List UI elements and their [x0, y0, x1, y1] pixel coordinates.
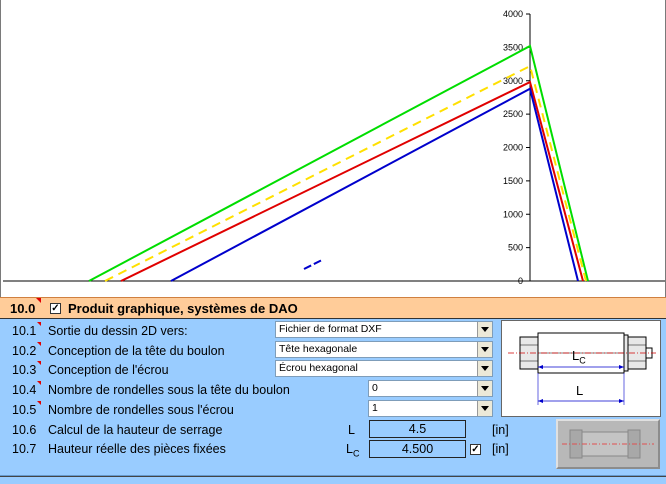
- chevron-down-icon[interactable]: [477, 342, 492, 357]
- row-label: Nombre de rondelles sous la tête du boulon: [48, 383, 290, 397]
- row-label: Conception de la tête du boulon: [48, 344, 225, 358]
- row-number: 10.4: [12, 383, 37, 397]
- diagram-label-l: L: [572, 348, 580, 363]
- y-tick-label: 3000: [502, 75, 523, 86]
- unit-label: [in]: [492, 442, 509, 456]
- select-value: Écrou hexagonal: [279, 362, 358, 374]
- y-tick-label: 0: [517, 276, 523, 286]
- unit-label: [in]: [492, 423, 509, 437]
- fixed-parts-height-input[interactable]: 4.500: [369, 440, 466, 458]
- row-label: Sortie du dessin 2D vers:: [48, 324, 188, 338]
- diagram-label-sub: C: [579, 355, 586, 366]
- bolt-head-select[interactable]: [275, 341, 493, 358]
- section-title: Produit graphique, systèmes de DAO: [68, 301, 298, 316]
- y-tick-label: 3500: [502, 42, 523, 53]
- section-number: 10.0: [10, 301, 36, 316]
- chevron-down-icon[interactable]: [477, 361, 492, 376]
- symbol-sub: C: [352, 448, 360, 459]
- y-tick-label: 4000: [502, 9, 523, 19]
- section-checkbox[interactable]: ✓: [51, 303, 60, 314]
- y-tick-label: 2500: [502, 109, 523, 120]
- section-header: [0, 297, 666, 319]
- row-number: 10.6: [12, 423, 37, 437]
- select-value: 0: [372, 382, 378, 394]
- diagram-label-l: L: [576, 383, 584, 398]
- nut-select[interactable]: [275, 360, 493, 377]
- y-tick-label: 1000: [502, 209, 523, 220]
- symbol-l: L: [346, 442, 353, 456]
- diagram-label-lc: [572, 348, 586, 366]
- bolt-preview-button[interactable]: [556, 419, 660, 469]
- row-number: 10.2: [12, 344, 37, 358]
- row-label: Conception de l'écrou: [48, 363, 169, 377]
- bolt-drawing: [502, 321, 660, 416]
- fixed-parts-height-checkbox[interactable]: ✓: [471, 444, 480, 455]
- symbol-lc: [346, 442, 359, 459]
- row-number: 10.3: [12, 363, 37, 377]
- washers-head-select[interactable]: [368, 380, 493, 397]
- load-chart: [1, 0, 666, 297]
- row-label: Nombre de rondelles sous l'écrou: [48, 403, 234, 417]
- y-tick-label: 1500: [502, 175, 523, 186]
- row-number: 10.1: [12, 324, 37, 338]
- row-label: Hauteur réelle des pièces fixées: [48, 442, 226, 456]
- bolt-icon: [558, 421, 658, 467]
- bolt-dimension-diagram: [501, 320, 661, 417]
- row-label: Calcul de la hauteur de serrage: [48, 423, 223, 437]
- symbol-l: L: [348, 423, 355, 437]
- washers-nut-select[interactable]: [368, 400, 493, 417]
- row-number: 10.7: [12, 442, 37, 456]
- dxf-output-select[interactable]: [275, 321, 493, 338]
- chevron-down-icon[interactable]: [477, 381, 492, 396]
- select-value: Tête hexagonale: [279, 343, 358, 355]
- y-tick-label: 500: [507, 242, 523, 253]
- chevron-down-icon[interactable]: [477, 322, 492, 337]
- clamp-length-value: 4.5: [369, 420, 466, 438]
- series-fragment: [304, 260, 322, 269]
- footer-strip: [0, 476, 666, 484]
- select-value: Fichier de format DXF: [279, 323, 382, 335]
- row-number: 10.5: [12, 403, 37, 417]
- chevron-down-icon[interactable]: [477, 401, 492, 416]
- y-tick-label: 2000: [502, 142, 523, 153]
- select-value: 1: [372, 402, 378, 414]
